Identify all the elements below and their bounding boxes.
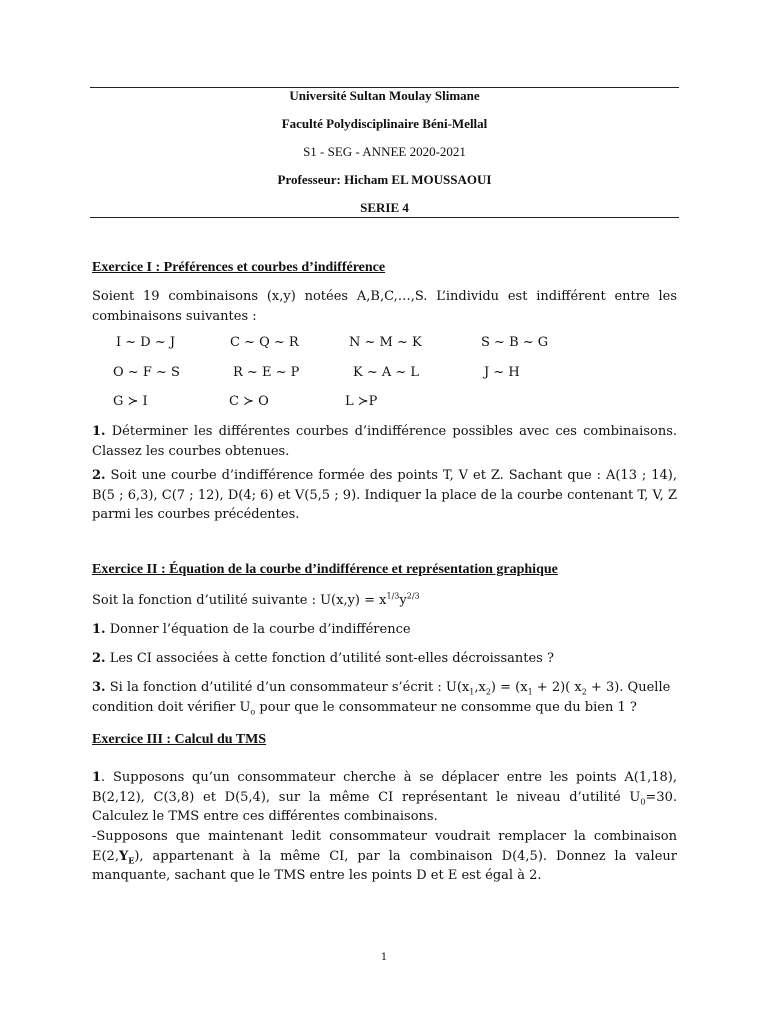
- page-number: 1: [380, 952, 388, 963]
- question-text: ) = (x: [490, 680, 528, 695]
- question-text: + 3). Quelle condition doit vérifier U: [92, 680, 671, 715]
- subscript: 1: [527, 687, 533, 697]
- relation: S ~ B ~ G: [481, 335, 549, 350]
- question-number: 1.: [92, 622, 106, 637]
- question-text: Déterminer les différentes courbes d’indifférence possibles avec ces combinaisons. Classez les courbes obtenues.: [92, 424, 677, 459]
- subscript: E: [128, 855, 135, 866]
- university-name: Université Sultan Moulay Slimane: [289, 88, 480, 103]
- session-line: S1 - SEG - ANNEE 2020-2021: [303, 144, 466, 159]
- variable-y: Y: [118, 848, 129, 864]
- exercise-3-question-1: [92, 768, 677, 827]
- professor-line: Professeur: Hicham EL MOUSSAOUI: [277, 172, 492, 187]
- series-title: SERIE 4: [360, 200, 409, 215]
- exercise-3-paragraph-2: [92, 827, 677, 886]
- question-text: Les CI associées à cette fonction d’utilité sont-elles décroissantes ?: [105, 651, 554, 666]
- question-number: 2.: [92, 468, 106, 483]
- exercise-2-question-1: [92, 620, 677, 640]
- subscript: 1: [469, 687, 475, 697]
- question-text: Soit une courbe d’indifférence formée des points T, V et Z. Sachant que : A(13 ; 14), B(5 ; 6,3), C(7 ; 12), D(4; 6) et V(5,5 ; 9). Indiquer la place de la courbe contenant T, V, Z parmi les courbes précédentes.: [92, 468, 677, 522]
- relation: K ~ A ~ L: [353, 365, 420, 380]
- question-number: 1.: [92, 424, 106, 439]
- relation: I ~ D ~ J: [116, 335, 176, 350]
- relation: C ≻ O: [229, 394, 269, 409]
- subscript: 2: [485, 687, 491, 697]
- subscript: o: [250, 707, 256, 717]
- exercise-3-title: Exercice III : Calcul du TMS: [92, 732, 267, 747]
- question-text: pour que le consommateur ne consomme que du bien 1 ?: [255, 699, 637, 715]
- exercise-2-question-3: [92, 678, 677, 717]
- header-bottom-rule: [90, 217, 679, 218]
- faculty-name: Faculté Polydisciplinaire Béni-Mellal: [281, 116, 488, 131]
- utility-function: [92, 591, 677, 611]
- question-number: 3.: [92, 680, 106, 695]
- exercise-1-question-1: [92, 422, 677, 461]
- relation: N ~ M ~ K: [349, 335, 422, 350]
- question-number: 2.: [92, 651, 106, 666]
- exponent: 2/3: [406, 591, 420, 601]
- relation: C ~ Q ~ R: [230, 335, 299, 350]
- question-number: 1: [92, 770, 102, 785]
- subscript: 0: [640, 797, 646, 807]
- relation: R ~ E ~ P: [233, 365, 300, 380]
- paragraph-text: -Supposons que maintenant ledit consommateur voudrait remplacer la combinaison E(2,: [92, 829, 677, 864]
- question-text: Donner l’équation de la courbe d’indifférence: [105, 622, 411, 637]
- relation: G ≻ I: [113, 394, 148, 409]
- question-text: + 2)( x: [532, 680, 582, 695]
- question-text: Si la fonction d’utilité d’un consommateur s’écrit : U(x: [105, 680, 470, 695]
- exercise-1-intro: Soient 19 combinaisons (x,y) notées A,B,C,…,S. L’individu est indifférent entre les combinaisons suivantes :: [92, 289, 677, 324]
- question-text: ,x: [474, 680, 486, 695]
- utility-text: y: [399, 593, 407, 608]
- question-text: . Supposons qu’un consommateur cherche à se déplacer entre les points A(1,18), B(2,12), C(3,8) et D(5,4), sur la même CI représentant le niveau d’utilité U: [92, 770, 677, 805]
- question-text: =30. Calculez le TMS entre ces différentes combinaisons.: [92, 789, 677, 824]
- exercise-2-question-2: [92, 649, 677, 669]
- relation: J ~ H: [484, 365, 520, 380]
- exponent: 1/3: [386, 591, 400, 601]
- relation: O ~ F ~ S: [113, 365, 180, 380]
- exercise-2-title: Exercice II : Équation de la courbe d’indifférence et représentation graphique: [92, 562, 558, 577]
- exercise-1-question-2: [92, 466, 677, 525]
- paragraph-text: ), appartenant à la même CI, par la combinaison D(4,5). Donnez la valeur manquante, sachant que le TMS entre les points D et E est égal à 2.: [92, 848, 677, 883]
- exercise-1-title: Exercice I : Préférences et courbes d’indifférence: [92, 260, 386, 275]
- subscript: 2: [581, 687, 587, 697]
- utility-text: Soit la fonction d’utilité suivante : U(x,y) = x: [92, 593, 387, 608]
- relation: L ≻P: [345, 394, 378, 409]
